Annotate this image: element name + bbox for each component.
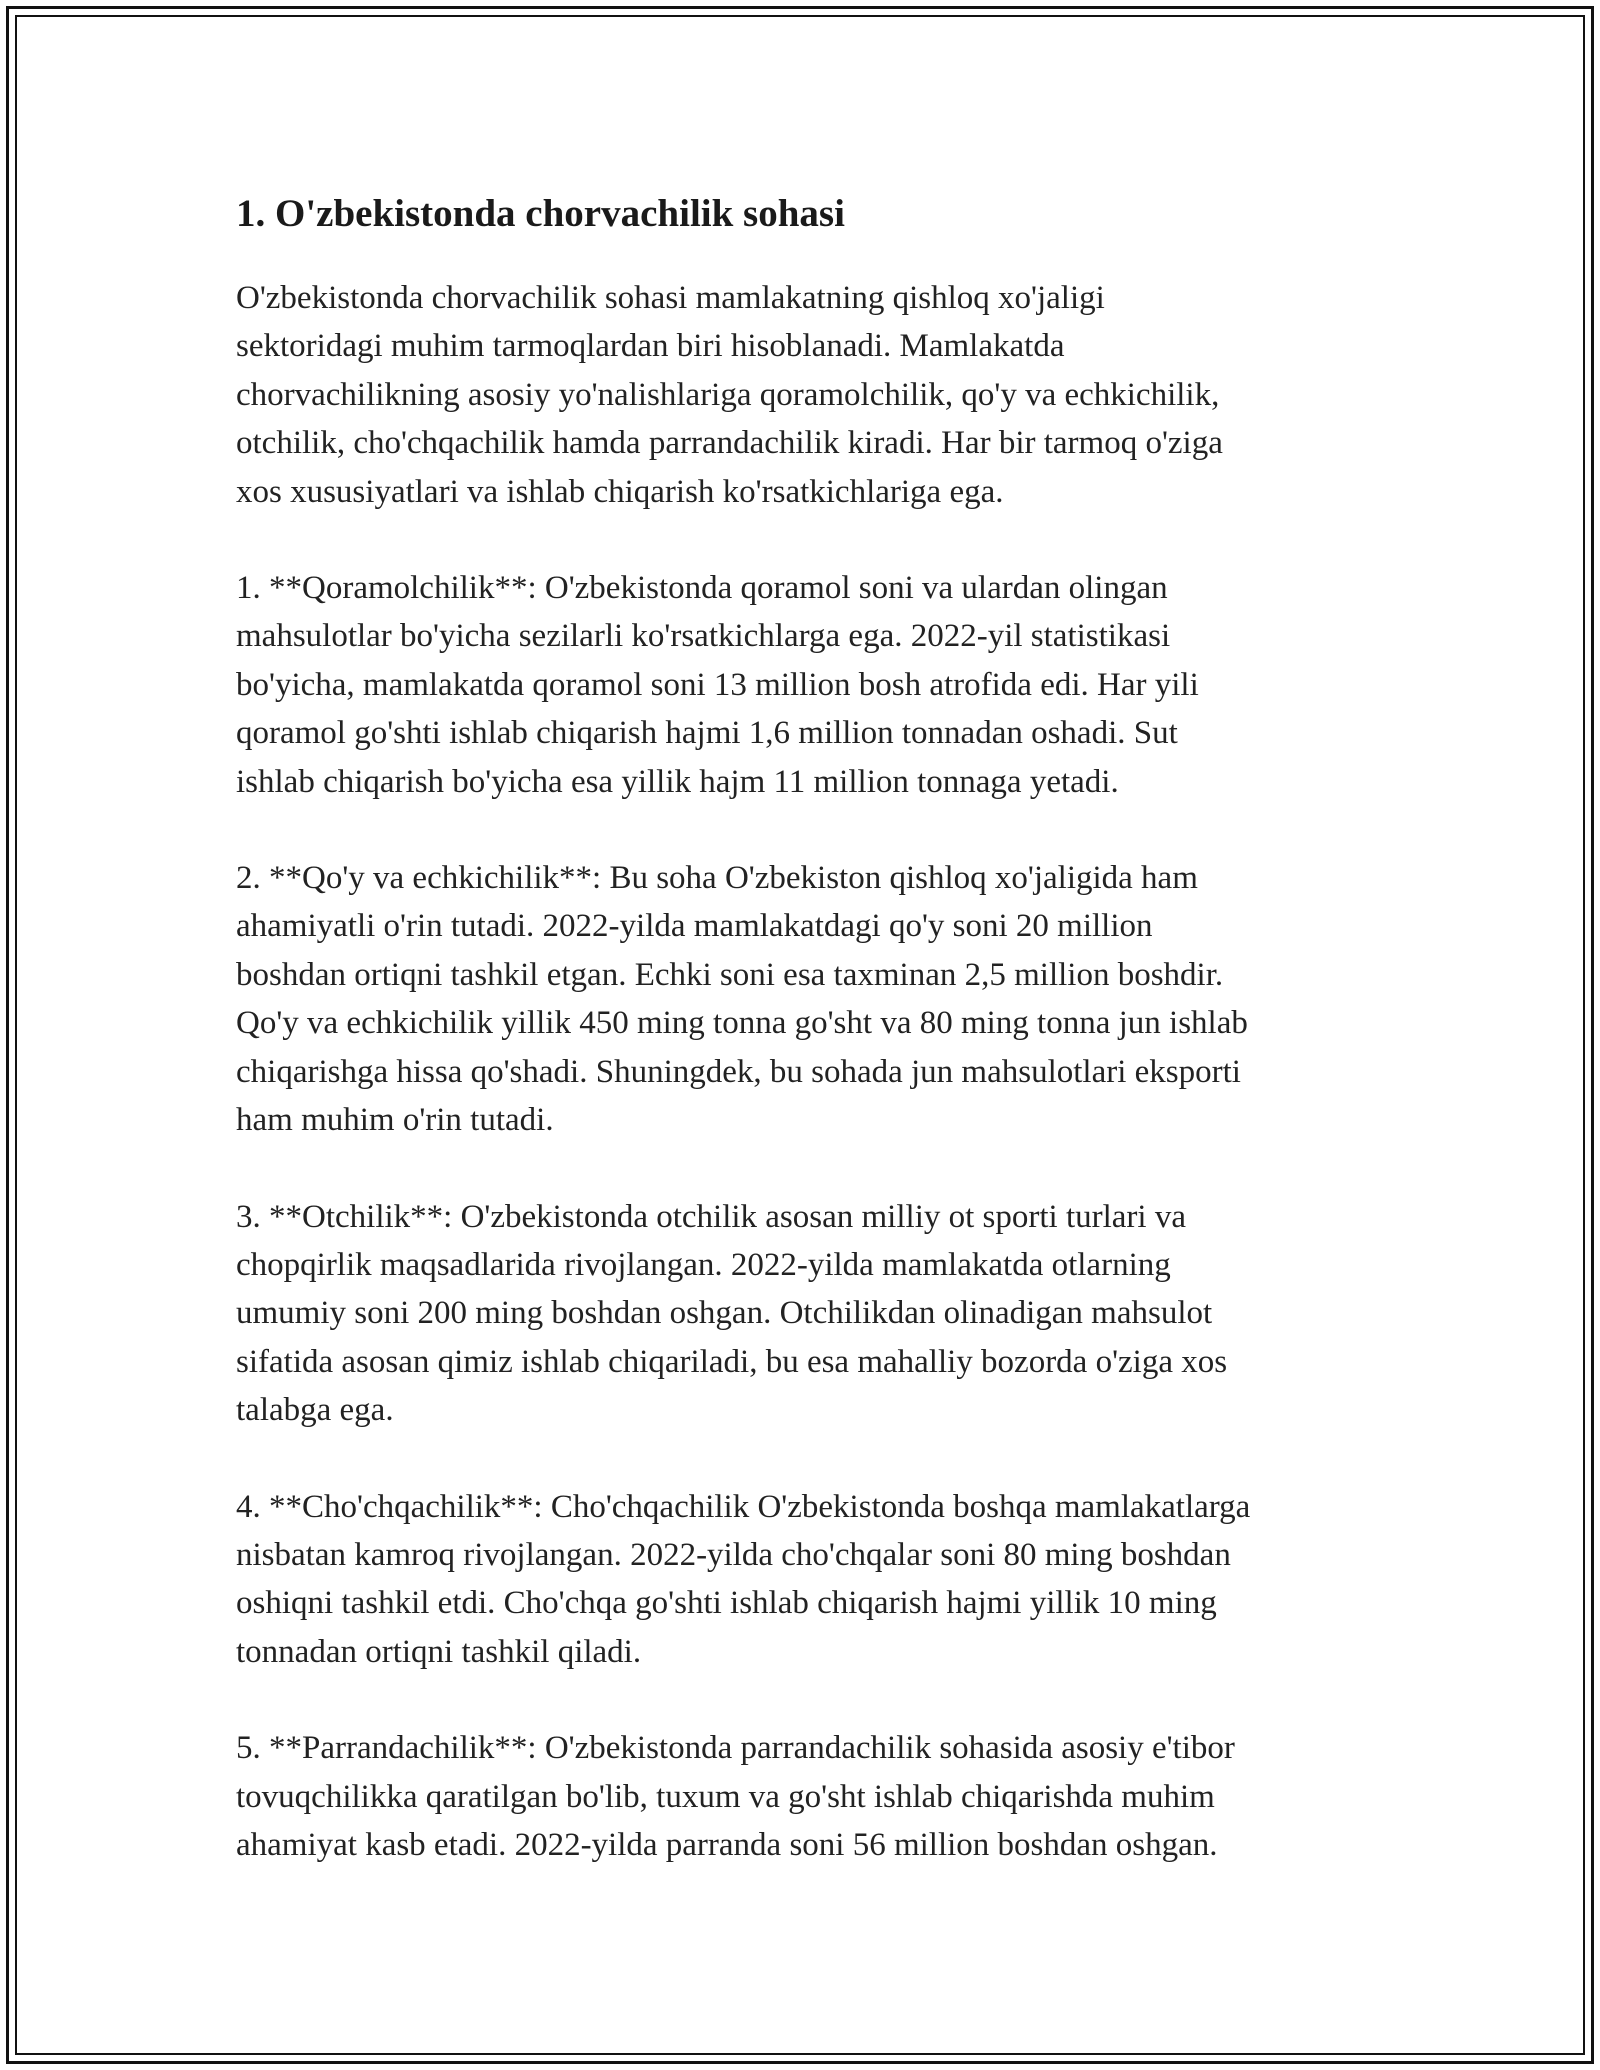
intro-paragraph: O'zbekistonda chorvachilik sohasi mamlakatning qishloq xo'jaligi sektoridagi muhim tarmoqlardan biri hisoblanadi. Mamlakatda chorvachilikning asosiy yo'nalishlariga qoramolchilik, qo'y va echkichilik, otchilik, cho'chqachilik hamda parrandachilik kiradi. Har bir tarmoq o'ziga xos xususiyatlari va ishlab chiqarish ko'rsatkichlariga ega. <box>236 280 1223 510</box>
cattle-paragraph: 1. **Qoramolchilik**: O'zbekistonda qoramol soni va ulardan olingan mahsulotlar bo'yicha sezilarli ko'rsatkichlarga ega. 2022-yil statistikasi bo'yicha, mamlakatda qoramol soni 13 million bosh atrofida edi. Har yili qoramol go'shti ishlab chiqarish hajmi 1,6 million tonnadan oshadi. Sut ishlab chiqarish bo'yicha esa yillik hajm 11 million tonnaga yetadi. <box>236 570 1199 800</box>
poultry-paragraph: 5. **Parrandachilik**: O'zbekistonda parrandachilik sohasida asosiy e'tibor tovuqchilikka qaratilgan bo'lib, tuxum va go'sht ishlab chiqarishda muhim ahamiyat kasb etadi. 2022-yilda parranda soni 56 million boshdan oshgan. <box>236 1730 1235 1863</box>
pig-farming-paragraph: 4. **Cho'chqachilik**: Cho'chqachilik O'zbekistonda boshqa mamlakatlarga nisbatan kamroq rivojlangan. 2022-yilda cho'chqalar soni 80 ming boshdan oshiqni tashkil etdi. Cho'chqa go'shti ishlab chiqarish hajmi yillik 10 ming tonnadan ortiqni tashkil qiladi. <box>236 1488 1251 1670</box>
horse-breeding-paragraph: 3. **Otchilik**: O'zbekistonda otchilik asosan milliy ot sporti turlari va chopqirlik maqsadlarida rivojlangan. 2022-yilda mamlakatda otlarning umumiy soni 200 ming boshdan oshgan. Otchilikdan olinadigan mahsulot sifatida asosan qimiz ishlab chiqariladi, bu esa mahalliy bozorda o'ziga xos talabga ega. <box>236 1198 1228 1429</box>
section-heading: 1. O'zbekistonda chorvachilik sohasi <box>236 192 845 235</box>
document-body <box>236 188 1376 1917</box>
sheep-goat-paragraph: 2. **Qo'y va echkichilik**: Bu soha O'zbekiston qishloq xo'jaligida ham ahamiyatli o'rin tutadi. 2022-yilda mamlakatdagi qo'y soni 20 million boshdan ortiqni tashkil etgan. Echki soni esa taxminan 2,5 million boshdir. Qo'y va echkichilik yillik 450 ming tonna go'sht va 80 ming tonna jun ishlab chiqarishga hissa qo'shadi. Shuningdek, bu sohada jun mahsulotlari eksporti ham muhim o'rin tutadi. <box>236 860 1248 1139</box>
